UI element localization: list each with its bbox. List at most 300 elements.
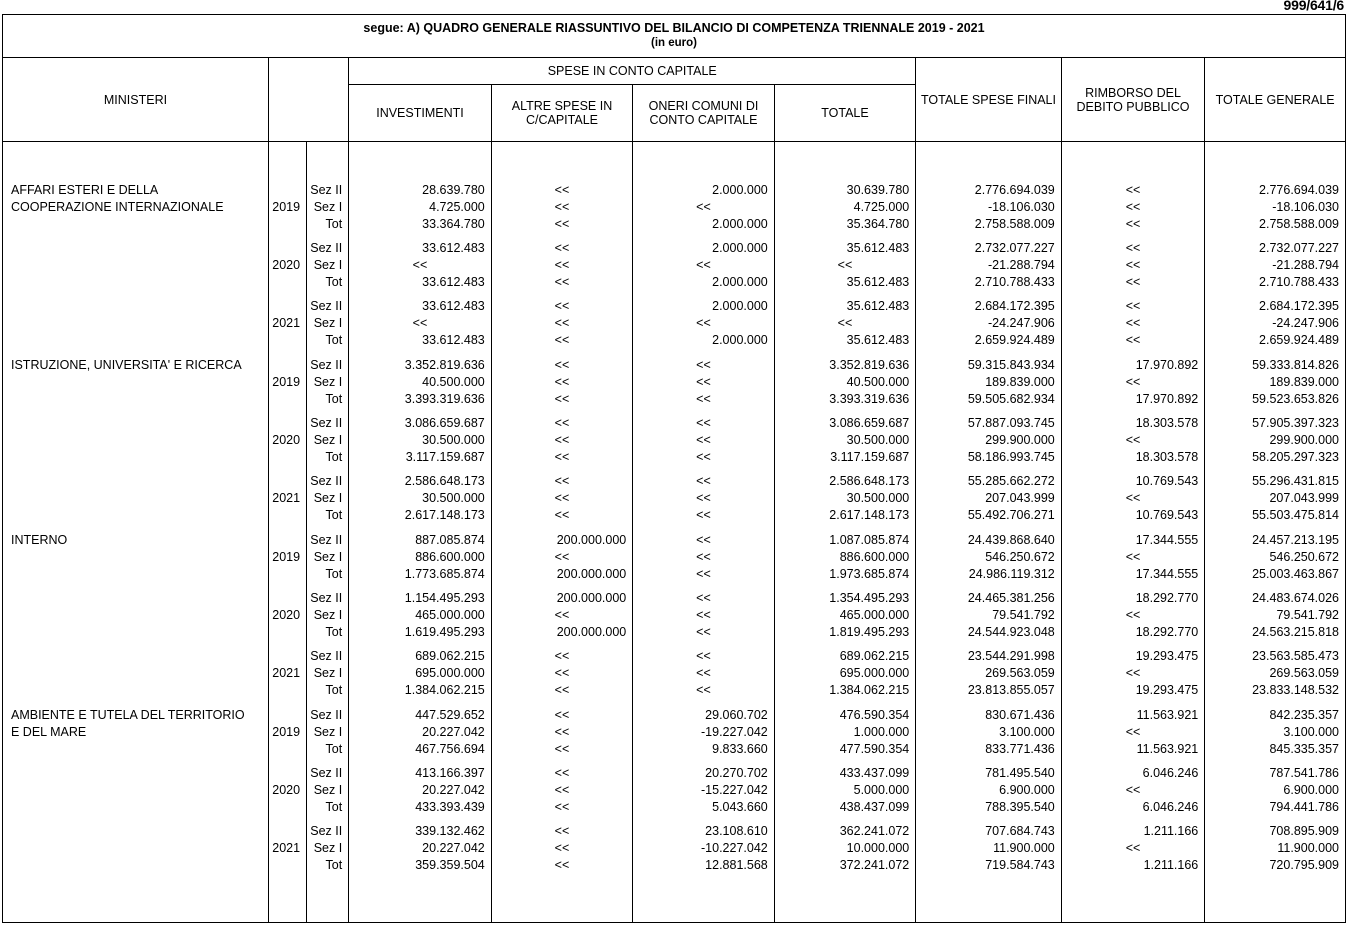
sezione-label: Sez II [310,766,343,780]
value-totale-generale: 842.235.357 [1269,708,1339,722]
value-investimenti: 3.393.319.636 [404,392,485,406]
row-gap [269,408,306,415]
value-totale-spese-finali: 23.544.291.998 [967,649,1055,663]
row-gap [492,408,633,415]
row-gap [307,699,348,707]
row-gap [775,349,916,357]
year-label: 2021 [272,666,301,680]
value-oneri-comuni: 23.108.610 [705,824,768,838]
row-gap [492,233,633,240]
year-pad-top [269,182,306,199]
row-gap [633,641,774,648]
value-investimenti: << [412,258,428,272]
value-oneri-comuni: << [696,608,711,622]
year-label: 2020 [272,608,301,622]
row-gap [269,699,306,707]
value-oneri-comuni: << [696,200,711,214]
year-label: 2019 [272,375,301,389]
value-rimborso-debito: << [1125,375,1141,389]
value-investimenti: 3.086.659.687 [404,416,485,430]
value-totale-generale: -24.247.906 [1272,316,1339,330]
row-gap [1205,408,1345,415]
value-investimenti: 33.612.483 [422,333,485,347]
value-altre-spese: << [554,474,570,488]
value-rimborso-debito: << [1125,200,1141,214]
value-altre-spese: << [554,708,570,722]
value-altre-spese: << [554,508,570,522]
row-gap [1205,291,1345,298]
value-altre-spese: << [554,450,570,464]
row-gap [1205,233,1345,240]
row-gap [349,233,491,240]
value-totale-generale: 59.333.814.826 [1252,358,1339,372]
col-totale [774,142,916,923]
row-gap [775,583,916,590]
row-gap [1062,816,1205,823]
value-oneri-comuni: << [696,649,711,663]
value-rimborso-debito: << [1125,299,1141,313]
sezione-label: Tot [325,275,343,289]
value-totale-spese-finali: 24.465.381.256 [967,591,1055,605]
sezione-label: Tot [325,742,343,756]
row-gap [1205,466,1345,473]
row-gap [269,758,306,765]
value-totale: 30.500.000 [846,433,910,447]
row-gap [307,408,348,415]
value-rimborso-debito: 11.563.921 [1136,742,1199,756]
header-totale-generale: TOTALE GENERALE [1205,58,1346,142]
year-label: 2019 [272,725,301,739]
value-investimenti: 30.500.000 [422,491,485,505]
value-rimborso-debito: << [1125,433,1141,447]
ministry-name-block [3,182,268,349]
row-gap [633,816,774,823]
value-totale-spese-finali: 3.100.000 [999,725,1055,739]
value-investimenti: 339.132.462 [415,824,485,838]
value-altre-spese: 200.000.000 [556,591,627,605]
row-gap [307,349,348,357]
row-gap [349,291,491,298]
value-altre-spese: << [554,258,570,272]
value-altre-spese: << [554,392,570,406]
row-gap [492,816,633,823]
value-investimenti: 3.352.819.636 [404,358,485,372]
row-gap [492,699,633,707]
row-gap [1205,583,1345,590]
sezione-label: Sez II [310,241,343,255]
value-totale-spese-finali: 59.315.843.934 [967,358,1055,372]
value-totale: 35.612.483 [846,333,910,347]
value-totale: 10.000.000 [846,841,910,855]
value-investimenti: 467.756.694 [415,742,485,756]
header-totale: TOTALE [774,85,916,142]
sezione-label: Sez II [310,416,343,430]
row-gap [916,408,1061,415]
row-gap [349,524,491,532]
sezione-label: Sez I [313,491,343,505]
year-pad-bottom [269,566,306,583]
row-gap [775,641,916,648]
value-totale-spese-finali: 269.563.059 [985,666,1055,680]
row-gap [1062,874,1205,882]
value-altre-spese: << [554,358,570,372]
data-body-row [3,142,1346,923]
row-gap [1205,699,1345,707]
row-gap [1062,408,1205,415]
value-totale-generale: -21.288.794 [1272,258,1339,272]
value-oneri-comuni: << [696,416,711,430]
value-rimborso-debito: << [1125,608,1141,622]
value-totale: 372.241.072 [839,858,910,872]
col-altre-spese [491,142,633,923]
value-totale: 3.086.659.687 [829,416,910,430]
value-investimenti: 447.529.652 [415,708,485,722]
row-gap [492,758,633,765]
row-gap [349,874,491,882]
row-gap [269,466,306,473]
year-pad-bottom [269,449,306,466]
value-totale-generale: 207.043.999 [1269,491,1339,505]
value-altre-spese: 200.000.000 [556,533,627,547]
row-gap [269,524,306,532]
row-gap [349,583,491,590]
title-row [3,15,1346,58]
value-oneri-comuni: 2.000.000 [712,241,768,255]
year-pad-bottom [269,682,306,699]
row-gap [349,641,491,648]
value-altre-spese: << [554,858,570,872]
row-gap [916,874,1061,882]
row-gap [492,583,633,590]
row-gap [269,291,306,298]
col-investimenti [349,142,492,923]
value-totale: 1.087.085.874 [829,533,910,547]
value-altre-spese: << [554,649,570,663]
year-label: 2019 [272,550,301,564]
value-totale: 689.062.215 [839,649,910,663]
value-investimenti: 1.384.062.215 [404,683,485,697]
row-gap [349,816,491,823]
sezione-label: Tot [325,683,343,697]
value-oneri-comuni: 12.881.568 [705,858,768,872]
value-totale: 1.354.495.293 [829,591,910,605]
value-totale-spese-finali: 2.659.924.489 [974,333,1055,347]
value-rimborso-debito: 10.769.543 [1135,474,1199,488]
row-gap [1062,641,1205,648]
value-rimborso-debito: 18.292.770 [1135,591,1199,605]
value-totale-generale: 6.900.000 [1283,783,1339,797]
value-totale-generale: 55.503.475.814 [1252,508,1339,522]
value-totale: 465.000.000 [839,608,910,622]
value-rimborso-debito: << [1125,783,1141,797]
sezione-label: Sez II [310,358,343,372]
value-totale-spese-finali: 79.541.792 [992,608,1055,622]
value-altre-spese: << [554,491,570,505]
row-gap [775,699,916,707]
sezione-label: Sez II [310,708,343,722]
year-pad-bottom [269,857,306,874]
row-gap [1062,291,1205,298]
value-investimenti: 33.364.780 [422,217,485,231]
value-totale-spese-finali: 2.776.694.039 [974,183,1055,197]
value-totale-spese-finali: 781.495.540 [985,766,1055,780]
value-altre-spese: << [554,333,570,347]
value-oneri-comuni: << [696,491,711,505]
sezione-label: Sez I [313,375,343,389]
year-pad-top [269,240,306,257]
value-rimborso-debito: 6.046.246 [1142,766,1199,780]
value-investimenti: 1.773.685.874 [404,567,485,581]
value-oneri-comuni: << [696,450,711,464]
value-oneri-comuni: 5.043.660 [712,800,768,814]
value-totale: 1.819.495.293 [829,625,910,639]
value-totale-generale: 269.563.059 [1269,666,1339,680]
row-gap [492,641,633,648]
ministry-name-block [3,357,268,524]
row-gap [916,233,1061,240]
value-totale-generale: 25.003.463.867 [1252,567,1339,581]
sezione-label: Sez I [313,783,343,797]
value-totale: 695.000.000 [839,666,910,680]
ministry-name-line: AFFARI ESTERI E DELLA [11,183,159,197]
value-totale-generale: 23.563.585.473 [1252,649,1339,663]
row-gap [307,583,348,590]
sezione-label: Sez I [313,258,343,272]
value-altre-spese: << [554,742,570,756]
value-totale-spese-finali: 11.900.000 [993,841,1055,855]
value-totale-generale: 55.296.431.815 [1252,474,1339,488]
value-investimenti: << [412,316,428,330]
page-number: 999/641/6 [1283,0,1344,13]
value-altre-spese: << [554,275,570,289]
sezione-label: Tot [325,567,343,581]
value-oneri-comuni: << [696,550,711,564]
value-totale-generale: 787.541.786 [1269,766,1339,780]
value-totale: 30.500.000 [846,491,910,505]
row-gap [269,874,306,882]
value-oneri-comuni: << [696,591,711,605]
value-totale: 3.352.819.636 [829,358,910,372]
value-totale-generale: 2.758.588.009 [1259,217,1339,231]
year-pad-bottom [269,332,306,349]
value-altre-spese: << [554,316,570,330]
row-gap [307,524,348,532]
row-gap [633,349,774,357]
row-gap [492,466,633,473]
year-pad-bottom [269,507,306,524]
sezione-label: Sez I [313,433,343,447]
row-gap [492,874,633,882]
row-gap [1062,466,1205,473]
year-pad-bottom [269,391,306,408]
value-oneri-comuni: -10.227.042 [701,841,768,855]
value-totale-spese-finali: 6.900.000 [999,783,1055,797]
value-totale: 4.725.000 [853,200,910,214]
row-gap [633,291,774,298]
row-gap [1205,758,1345,765]
value-totale-generale: 11.900.000 [1277,841,1339,855]
row-gap [307,816,348,823]
row-gap [916,524,1061,532]
value-totale-generale: 24.563.215.818 [1252,625,1339,639]
value-rimborso-debito: << [1125,841,1141,855]
value-rimborso-debito: << [1125,183,1141,197]
row-gap [916,349,1061,357]
value-rimborso-debito: 18.303.578 [1135,450,1199,464]
value-rimborso-debito: 1.211.166 [1143,824,1199,838]
value-investimenti: 1.619.495.293 [404,625,485,639]
row-gap [307,291,348,298]
value-oneri-comuni: << [696,258,711,272]
value-totale-generale: 794.441.786 [1269,800,1339,814]
value-rimborso-debito: 11.563.921 [1136,708,1199,722]
value-oneri-comuni: -15.227.042 [701,783,768,797]
value-altre-spese: << [554,299,570,313]
value-rimborso-debito: 18.303.578 [1135,416,1199,430]
value-totale: 1.384.062.215 [829,683,910,697]
value-totale: 35.612.483 [846,299,910,313]
value-totale-generale: 845.335.357 [1269,742,1339,756]
year-pad-top [269,590,306,607]
ministry-name-block [3,532,268,699]
value-investimenti: 465.000.000 [415,608,485,622]
value-rimborso-debito: 19.293.475 [1135,649,1199,663]
sezione-label: Sez I [313,666,343,680]
row-gap [1205,874,1345,882]
value-rimborso-debito: << [1125,725,1141,739]
year-pad-top [269,357,306,374]
value-totale-spese-finali: 24.544.923.048 [967,625,1055,639]
value-totale-spese-finali: 58.186.993.745 [967,450,1055,464]
row-gap [269,816,306,823]
value-investimenti: 433.393.439 [415,800,485,814]
value-investimenti: 33.612.483 [422,241,485,255]
row-gap [307,758,348,765]
row-gap [916,641,1061,648]
value-investimenti: 413.166.397 [415,766,485,780]
year-pad-top [269,473,306,490]
header-row-group [3,58,1346,85]
value-totale-spese-finali: 2.710.788.433 [974,275,1055,289]
value-totale-spese-finali: 707.684.743 [985,824,1055,838]
value-rimborso-debito: << [1125,491,1141,505]
row-gap [492,349,633,357]
value-rimborso-debito: 10.769.543 [1135,508,1199,522]
row-gap [775,291,916,298]
value-totale-generale: 3.100.000 [1283,725,1339,739]
value-investimenti: 28.639.780 [422,183,485,197]
year-pad-top [269,298,306,315]
value-totale-generale: 2.710.788.433 [1259,275,1339,289]
year-pad-top [269,707,306,724]
value-totale-spese-finali: 189.839.000 [985,375,1055,389]
row-gap [269,583,306,590]
row-gap [775,758,916,765]
sezione-label: Sez II [310,533,343,547]
sezione-label: Sez I [313,725,343,739]
ministry-name-line: E DEL MARE [11,725,87,739]
value-totale-generale: 720.795.909 [1269,858,1339,872]
value-rimborso-debito: << [1125,316,1141,330]
row-gap [633,758,774,765]
row-gap [307,233,348,240]
sezione-label: Tot [325,333,343,347]
value-altre-spese: << [554,416,570,430]
value-altre-spese: << [554,666,570,680]
header-investimenti: INVESTIMENTI [349,85,492,142]
value-totale: 35.612.483 [846,241,910,255]
value-rimborso-debito: << [1125,333,1141,347]
col-oneri-comuni [633,142,775,923]
value-altre-spese: << [554,375,570,389]
row-gap [349,408,491,415]
year-pad-top [269,765,306,782]
row-gap [1062,699,1205,707]
sezione-label: Sez I [313,841,343,855]
value-oneri-comuni: 2.000.000 [712,217,768,231]
value-totale: 3.117.159.687 [830,450,910,464]
value-investimenti: 3.117.159.687 [405,450,485,464]
value-totale-generale: 708.895.909 [1269,824,1339,838]
row-gap [916,466,1061,473]
value-rimborso-debito: 1.211.166 [1143,858,1199,872]
value-altre-spese: << [554,725,570,739]
value-oneri-comuni: << [696,316,711,330]
value-rimborso-debito: << [1125,258,1141,272]
value-totale-spese-finali: 24.986.119.312 [968,567,1055,581]
row-gap [916,291,1061,298]
value-investimenti: 40.500.000 [422,375,485,389]
block-spacer [3,699,268,707]
value-totale-spese-finali: 830.671.436 [985,708,1055,722]
ministry-name-line: AMBIENTE E TUTELA DEL TERRITORIO [11,708,245,722]
value-totale-spese-finali: 59.505.682.934 [967,392,1055,406]
value-altre-spese: << [554,241,570,255]
year-pad-bottom [269,624,306,641]
value-rimborso-debito: << [1125,217,1141,231]
value-totale: 1.973.685.874 [829,567,910,581]
value-investimenti: 20.227.042 [422,841,485,855]
value-totale-spese-finali: 2.758.588.009 [974,217,1055,231]
value-totale: 2.617.148.173 [829,508,910,522]
value-rimborso-debito: 18.292.770 [1135,625,1199,639]
row-gap [269,349,306,357]
col-anno [268,142,306,923]
row-gap [1062,349,1205,357]
value-altre-spese: << [554,183,570,197]
year-pad-bottom [269,274,306,291]
row-gap [775,466,916,473]
value-totale-generale: 546.250.672 [1269,550,1339,564]
row-gap [349,349,491,357]
value-altre-spese: << [554,800,570,814]
budget-table [2,14,1346,923]
block-spacer [3,349,268,357]
value-oneri-comuni: 29.060.702 [705,708,768,722]
value-oneri-comuni: 2.000.000 [712,333,768,347]
row-gap [1205,641,1345,648]
sezione-label: Tot [325,508,343,522]
value-totale-generale: 299.900.000 [1269,433,1339,447]
value-totale-generale: 24.457.213.195 [1252,533,1339,547]
value-oneri-comuni: 2.000.000 [712,183,768,197]
value-totale-generale: 2.659.924.489 [1259,333,1339,347]
value-totale-generale: -18.106.030 [1272,200,1339,214]
col-rimborso-debito [1061,142,1205,923]
ministry-block-spacer [3,741,268,874]
sezione-label: Sez I [313,608,343,622]
value-rimborso-debito: 17.970.892 [1135,358,1199,372]
